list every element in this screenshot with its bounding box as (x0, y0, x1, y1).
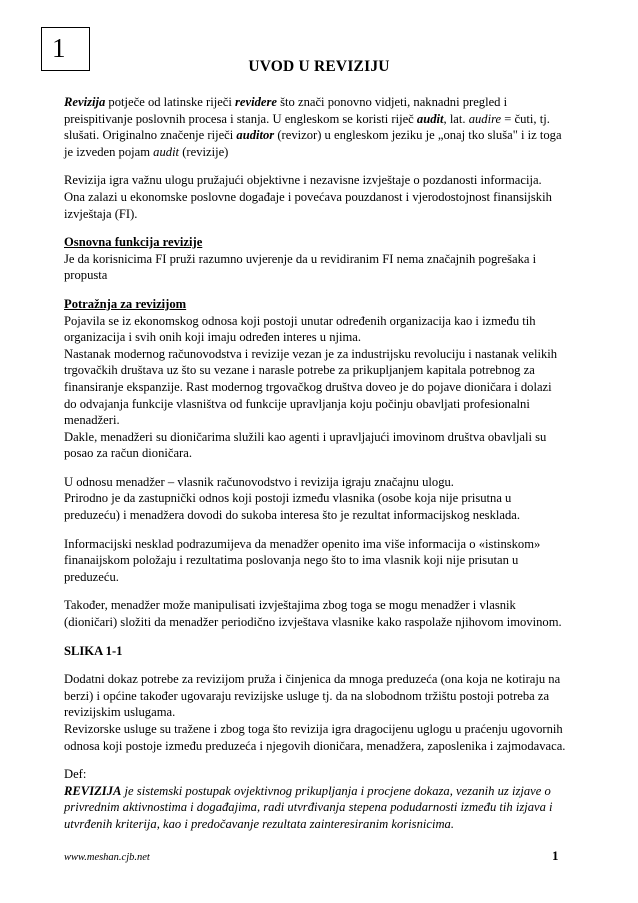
definition-label: Def: (64, 767, 87, 782)
basic-function-section (64, 234, 566, 284)
definition-block (64, 766, 566, 832)
role-paragraph (64, 172, 566, 222)
additional-evidence-paragraph (64, 671, 566, 754)
intro-text-1: potječe od latinske riječi (105, 95, 236, 109)
term-revidere: revidere (235, 95, 277, 109)
figure-label: SLIKA 1-1 (64, 643, 123, 658)
term-audit: audit (416, 111, 444, 126)
basic-function-heading: Osnovna funkcija revizije (64, 235, 203, 250)
information-gap-paragraph: Informacijski nesklad podrazumijeva da menadžer openito ima više informacija o «istinskom» finanaijskom položaju i rezultatima poslovanja nego što to ima vlasnik koji nije prisutan u preduzeću. (64, 536, 541, 584)
additional-line-1: Dodatni dokaz potrebe za revizijom pruža i činjenica da mnoga preduzeća (ona koja ne kotiraju na berzi) i općine također ugovaraju revizijske usluge tj. da na slobodnom tržištu postoji potreba za revizijskim uslugama. (64, 672, 561, 720)
page-number: 1 (552, 848, 559, 863)
basic-function-text: Je da korisnicima FI pruži razumno uvjerenje da u revidiranim FI nema značajnih pogrešaka i propusta (64, 251, 537, 283)
demand-heading: Potražnja za revizijom (64, 296, 187, 311)
definition-text: je sistemski postupak ovjektivnog prikupljanja i procjene dokaza, vezanih uz izjave o privrednim aktivnostima i događajima, radi utvrđivanja stepena podudarnosti između tih izjava i utvrđenih kriterija, kao i predočavanje rezultata zainteresiranim korisnicima. (64, 783, 553, 831)
intro-text-5: (revizor) u engleskom jeziku je „onaj tko sluša" i iz toga je izveden pojam (64, 128, 562, 159)
relationship-line-2: Prirodno je da zastupnički odnos koji postoji između vlasnika (osobe koja nije prisutna u preduzeću) i menadžera dovodi do sukoba interesa što je rezultat informacijskog nesklada. (64, 491, 521, 523)
demand-text-2: Nastanak modernog računovodstva i revizije vezan je za industrijsku revoluciju i nastanak velikih trgovačkih društava uz što su vezane i narasle potrebe za prikupljanjem kapitala potrebnog za finansiranje ekspanzije. Rast modernog trgovačkog društva doveo je do pojave dioničara i dolazi do odvajanja funkcije vlasništva od funkcije upravljanja koju počinju obavljati profesionalni menadžeri. (64, 346, 558, 428)
footer-url: www.meshan.cjb.net (64, 852, 150, 863)
term-audit-2: audit (153, 144, 180, 159)
relationship-paragraph (64, 474, 566, 524)
intro-paragraph (64, 94, 566, 160)
intro-text-6: (revizije) (179, 144, 229, 159)
intro-text-2: što znači ponovno vidjeti, naknadni pregled i preispitivanje poslovnih procesa i stanja. U engleskom se koristi riječ (64, 95, 508, 126)
additional-line-2: Revizorske usluge su tražene i zbog toga što revizija igra dragocijenu uglogu u praćenju ugovornih odnosa koji postoje između preduzeća i njegovih dioničara, menadžera, zaposlenika i zajmodavaca. (64, 722, 566, 753)
intro-text-3: , lat. (443, 111, 469, 126)
definition-term: REVIZIJA (64, 783, 122, 798)
document-body (64, 94, 566, 833)
term-revizija: Revizija (64, 95, 106, 109)
manipulation-paragraph: Također, menadžer može manipulisati izvještajima zbog toga se mogu menadžer i vlasnik (dioničari) složiti da menadžer periodično izvještava vlasnike kako raspolaže njihovom imovinom. (64, 598, 562, 630)
demand-text-3: Dakle, menadžeri su dioničarima služili kao agenti i upravljajući imovinom društva obavljali su posao za račun dioničara. (64, 429, 547, 461)
role-line-2: Ona zalazi u ekonomske poslovne događaje i povećava pouzdanost i vjerodostojnost finansijskih izvještaja (FI). (64, 189, 552, 221)
term-auditor: auditor (236, 128, 275, 143)
demand-section (64, 296, 566, 462)
relationship-line-1: U odnosu menadžer – vlasnik računovodstvo i revizija igraju značajnu ulogu. (64, 474, 454, 489)
term-audire: audire (468, 111, 502, 126)
demand-text-1: Pojavila se iz ekonomskog odnosa koji postoji unutar određenih organizacija kao i između tih organizacija i svih onih koji imaju određen interes u njima. (64, 313, 536, 345)
role-line-1: Revizija igra važnu ulogu pružajući objektivne i nezavisne izvještaje o pozdanosti informacija. (64, 173, 542, 188)
page-title: UVOD U REVIZIJU (248, 58, 390, 75)
chapter-number: 1 (52, 33, 66, 63)
intro-text-4: = čuti, tj. slušati. Originalno značenje riječi (64, 111, 550, 143)
